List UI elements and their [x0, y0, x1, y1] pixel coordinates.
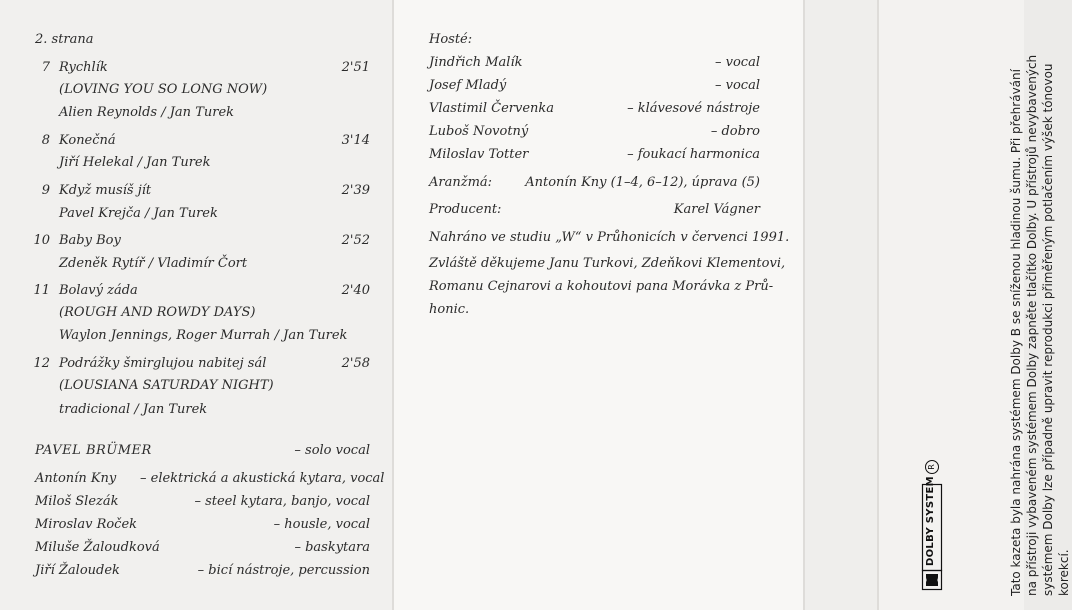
dolby-panel [878, 0, 1024, 610]
band-member-name: Miroslav Roček [35, 517, 138, 532]
guest-role: – vocal [715, 55, 760, 70]
guest-role: – foukací harmonica [627, 147, 760, 162]
lead-singer-name: PAVEL BRÜMER [35, 443, 152, 458]
track-title: Rychlík [59, 60, 108, 75]
track-authors: Jiří Helekal / Jan Turek [59, 155, 211, 170]
band-member-role: – bicí nástroje, percussion [197, 563, 370, 578]
band-member-name: Jiří Žaloudek [35, 563, 120, 578]
guest-name: Vlastimil Červenka [429, 101, 555, 116]
track-duration: 2'52 [341, 233, 370, 248]
lead-singer-role: – solo vocal [294, 443, 370, 458]
track-duration: 3'14 [341, 133, 370, 148]
track-title: Podrážky šmirglujou nabitej sál [59, 356, 267, 371]
track-subtitle: (LOUSIANA SATURDAY NIGHT) [59, 378, 274, 393]
track-authors: Waylon Jennings, Roger Murrah / Jan Turek [59, 328, 348, 343]
dolby-note-line: na přístroji vybaveném systémem Dolby zapněte tlačítko Dolby. U přístrojů nevybavených [1025, 54, 1039, 596]
track-authors: Zdeněk Rytíř / Vladimír Čort [59, 256, 248, 271]
track-duration: 2'58 [341, 356, 370, 371]
recording-note: Nahráno ve studiu „W“ v Průhonicích v červenci 1991. [429, 230, 790, 245]
producer-label: Producent: [429, 202, 502, 217]
registered-mark-icon: R [925, 460, 939, 474]
guest-name: Luboš Novotný [429, 124, 529, 139]
guest-name: Miloslav Totter [429, 147, 529, 162]
arrangement-value: Antonín Kny (1–4, 6–12), úprava (5) [525, 175, 760, 190]
track-authors: Pavel Krejča / Jan Turek [59, 206, 218, 221]
band-member-name: Antonín Kny [35, 471, 117, 486]
dolby-note [1008, 16, 1072, 596]
track-duration: 2'51 [341, 60, 370, 75]
track-subtitle: (ROUGH AND ROWDY DAYS) [59, 305, 256, 320]
track-number: 8 [41, 133, 50, 148]
band-member-role: – steel kytara, banjo, vocal [194, 494, 370, 509]
track-duration: 2'39 [341, 183, 370, 198]
dolby-note-line: systémem Dolby lze případně upravit reprodukci přiměřeným potlačením výšek tónovou [1041, 63, 1055, 596]
guest-name: Josef Mladý [429, 78, 507, 93]
track-title: Konečná [59, 133, 116, 148]
guests-heading: Hosté: [429, 32, 473, 47]
band-member-role: – elektrická a akustická kytara, vocal [140, 471, 385, 486]
spine-panel [804, 0, 878, 610]
thanks-line: Romanu Cejnarovi a kohoutovi pana Morávka z Prů- [429, 279, 774, 294]
track-title: Baby Boy [59, 233, 121, 248]
track-number: 10 [33, 233, 50, 248]
guest-name: Jindřich Malík [429, 55, 523, 70]
track-title: Když musíš jít [59, 183, 152, 198]
track-number: 7 [41, 60, 50, 75]
band-member-name: Miluše Žaloudková [35, 540, 160, 555]
arrangement-label: Aranžmá: [429, 175, 493, 190]
track-number: 12 [33, 356, 50, 371]
track-duration: 2'40 [341, 283, 370, 298]
fold-line [877, 0, 879, 610]
track-subtitle: (LOVING YOU SO LONG NOW) [59, 82, 268, 97]
band-member-role: – housle, vocal [273, 517, 370, 532]
guest-role: – klávesové nástroje [627, 101, 760, 116]
guest-role: – dobro [710, 124, 760, 139]
dolby-note-line: Tato kazeta byla nahrána systémem Dolby B se sníženou hladinou šumu. Při přehrávání [1009, 69, 1023, 596]
track-authors: tradicional / Jan Turek [59, 402, 208, 417]
producer-value: Karel Vágner [673, 202, 760, 217]
fold-line [392, 0, 394, 610]
thanks-line: Zvláště děkujeme Janu Turkovi, Zdeňkovi Klementovi, [429, 256, 786, 271]
dolby-logo [922, 430, 942, 590]
thanks-line: honic. [429, 302, 470, 317]
fold-line [803, 0, 805, 610]
dolby-note-line: korekcí. [1057, 549, 1071, 596]
guest-role: – vocal [715, 78, 760, 93]
track-number: 9 [41, 183, 50, 198]
band-member-role: – baskytara [294, 540, 370, 555]
side-label: 2. strana [35, 32, 94, 47]
band-member-name: Miloš Slezák [35, 494, 119, 509]
track-title: Bolavý záda [59, 283, 138, 298]
track-authors: Alien Reynolds / Jan Turek [59, 105, 235, 120]
track-number: 11 [33, 283, 50, 298]
dolby-logo-text: DOLBY SYSTEM [925, 476, 936, 566]
